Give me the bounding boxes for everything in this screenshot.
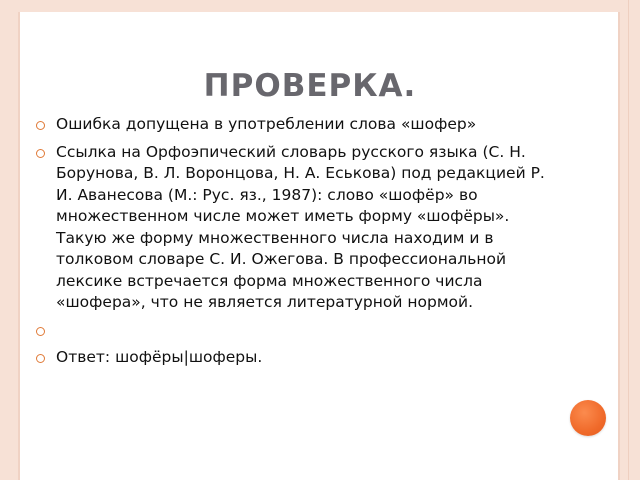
bullet-item	[36, 114, 556, 136]
frame-divider-right	[618, 12, 620, 480]
bullet-icon	[36, 149, 45, 158]
slide-title: ПРОВЕРКА.	[203, 68, 417, 104]
bullet-icon	[36, 327, 45, 336]
bullet-icon	[36, 354, 45, 363]
bullet-list	[36, 114, 556, 375]
bullet-item	[36, 347, 556, 369]
bullet-text: Ссылка на Орфоэпический словарь русского языка (С. Н. Борунова, В. Л. Воронцова, Н. А. Еськова) под редакцией Р. И. Аванесова (М.: Рус. яз., 1987): слово «шофёр» во множественном числе может иметь форму «шофёры». Такую же форму множественного числа находим и в толковом словаре С. И. Ожегова. В профессиональной лексике встречается форма множественного числа «шофера», что не является литературной нормой.	[56, 142, 545, 311]
bullet-icon	[36, 121, 45, 130]
bullet-text: Ответ: шофёры|шоферы.	[56, 348, 263, 366]
orange-circle-icon	[570, 400, 606, 436]
frame-divider-outer	[628, 0, 629, 480]
bullet-item	[36, 320, 556, 342]
bullet-item	[36, 142, 556, 314]
bullet-text: Ошибка допущена в употреблении слова «шофер»	[56, 115, 477, 133]
